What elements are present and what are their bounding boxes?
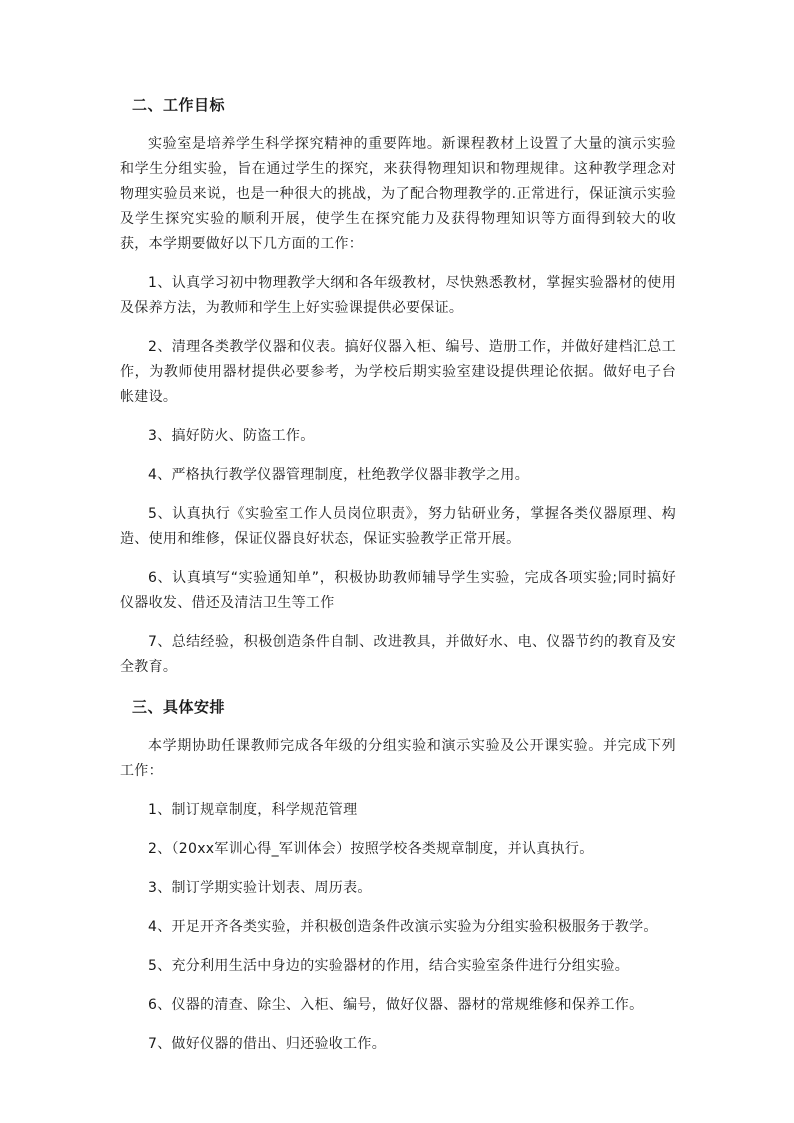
section-heading: 三、具体安排 [132, 698, 226, 716]
list-item: 4、开足开齐各类实验，并积极创造条件改演示实验为分组实验积极服务于教学。 [148, 919, 658, 935]
list-item: 6、仪器的清查、除尘、入柜、编号，做好仪器、器材的常规维修和保养工作。 [148, 997, 644, 1013]
list-item: 3、制订学期实验计划表、周历表。 [148, 880, 372, 896]
section-specific-arrangements [120, 694, 676, 1057]
list-item: 4、严格执行教学仪器管理制度，杜绝教学仪器非教学之用。 [148, 467, 530, 483]
list-item: 1、认真学习初中物理教学大纲和各年级教材，尽快熟悉教材，掌握实验器材的使用及保养方法，为教师和学生上好实验课提供必要保证。 [120, 275, 676, 316]
list-item: 1、制订规章制度，科学规范管理 [148, 802, 358, 818]
list-item: 5、充分利用生活中身边的实验器材的作用，结合实验室条件进行分组实验。 [148, 958, 630, 974]
list-item: 2、（20xx军训心得_军训体会）按照学校各类规章制度，并认真执行。 [148, 841, 594, 857]
list-item: 7、做好仪器的借出、归还验收工作。 [148, 1036, 387, 1052]
section-work-goals [120, 92, 676, 680]
paragraph: 本学期协助任课教师完成各年级的分组实验和演示实验及公开课实验。并完成下列工作： [120, 738, 676, 779]
section-heading: 二、工作目标 [132, 96, 226, 114]
list-item: 5、认真执行《实验室工作人员岗位职责》，努力钻研业务，掌握各类仪器原理、构造、使用和维修，保证仪器良好状态，保证实验教学正常开展。 [120, 506, 676, 547]
list-item: 2、清理各类教学仪器和仪表。搞好仪器入柜、编号、造册工作，并做好建档汇总工作，为教师使用器材提供必要参考，为学校后期实验室建设提供理论依据。做好电子台帐建设。 [120, 339, 676, 405]
paragraph: 实验室是培养学生科学探究精神的重要阵地。新课程教材上设置了大量的演示实验和学生分组实验，旨在通过学生的探究，来获得物理知识和物理规律。这种教学理念对物理实验员来说，也是一种很大的挑战，为了配合物理教学的.正常进行，保证演示实验及学生探究实验的顺利开展，使学生在探究能力及获得物理知识等方面得到较大的收获，本学期要做好以下几方面的工作： [120, 136, 676, 252]
list-item: 6、认真填写“实验通知单”，积极协助教师辅导学生实验，完成各项实验;同时搞好仪器收发、借还及清洁卫生等工作 [120, 570, 676, 611]
list-item: 7、总结经验，积极创造条件自制、改进教具，并做好水、电、仪器节约的教育及安全教育。 [120, 634, 676, 675]
list-item: 3、搞好防火、防盗工作。 [148, 428, 315, 444]
